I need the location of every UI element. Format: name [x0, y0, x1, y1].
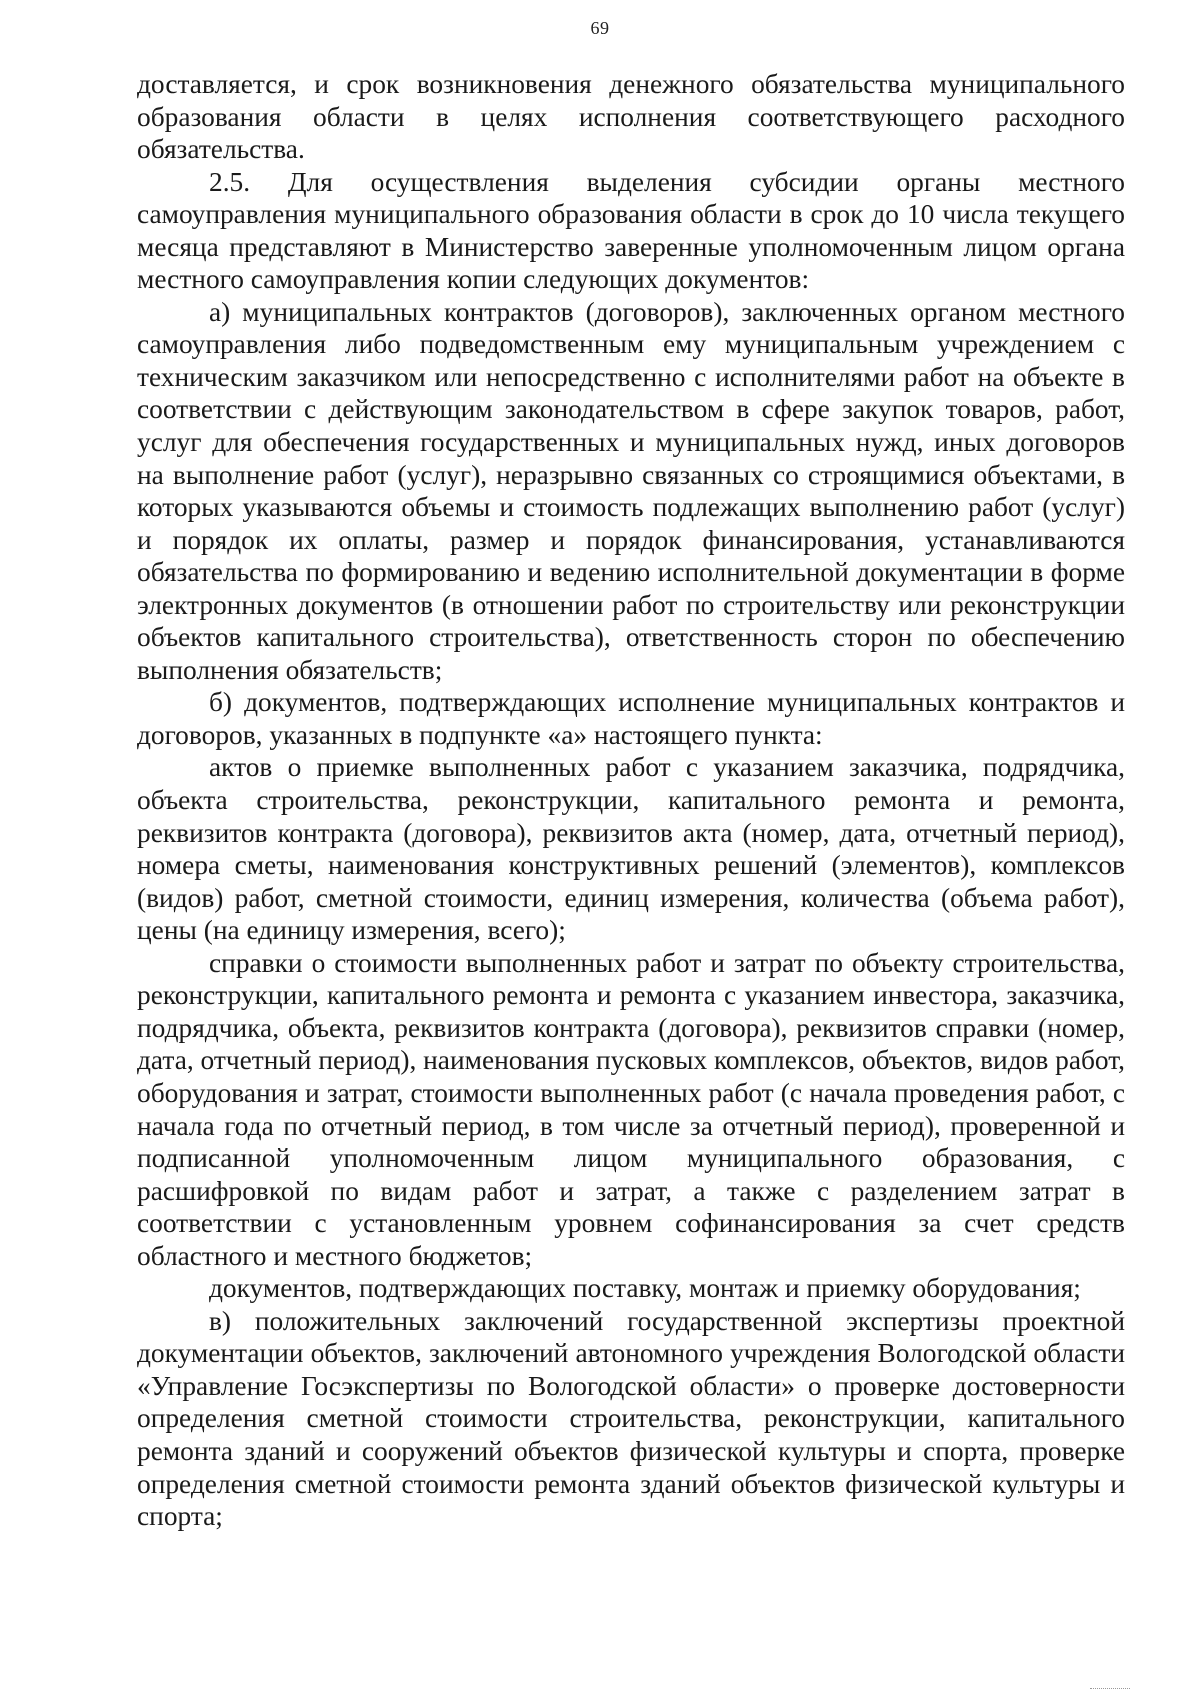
document-body [137, 68, 1125, 1533]
paragraph-certificates: справки о стоимости выполненных работ и затрат по объекту строительства, реконструкции, капитального ремонта и ремонта с указанием инвестора, заказчика, подрядчика, объекта, реквизитов контракта (договора), реквизитов справки (номер, дата, отчетный период), наименования пусковых комплексов, объектов, видов работ, оборудования и затрат, стоимости выполненных работ (с начала проведения работ, с начала года по отчетный период, в том числе за отчетный период), проверенной и подписанной уполномоченным лицом муниципального образования, с расшифровкой по видам работ и затрат, а также с разделением затрат в соответствии с установленным уровнем софинансирования за счет средств областного и местного бюджетов; [137, 947, 1125, 1271]
paragraph-item-a: а) муниципальных контрактов (договоров), заключенных органом местного самоуправления либо подведомственным ему муниципальным учреждением с техническим заказчиком или непосредственно с исполнителями работ на объекте в соответствии с действующим законодательством в сфере закупок товаров, работ, услуг для обеспечения государственных и муниципальных нужд, иных договоров на выполнение работ (услуг), неразрывно связанных со строящимися объектами, в которых указываются объемы и стоимость подлежащих выполнению работ (услуг) и порядок их оплаты, размер и порядок финансирования, устанавливаются обязательства по формированию и ведению исполнительной документации в форме электронных документов (в отношении работ по строительству или реконструкции объектов капитального строительства), ответственность сторон по обеспечению выполнения обязательств; [137, 296, 1125, 685]
paragraph-acts: актов о приемке выполненных работ с указанием заказчика, подрядчика, объекта строительства, реконструкции, капитального ремонта и ремонта, реквизитов контракта (договора), реквизитов акта (номер, дата, отчетный период), номера сметы, наименования конструктивных решений (элементов), комплексов (видов) работ, сметной стоимости, единиц измерения, количества (объема работ), цены (на единицу измерения, всего); [137, 752, 1125, 946]
paragraph-equipment-docs: документов, подтверждающих поставку, монтаж и приемку оборудования; [209, 1273, 1081, 1304]
page-number: 69 [590, 18, 610, 38]
paragraph-2-5: 2.5. Для осуществления выделения субсидии органы местного самоуправления муниципального образования области в срок до 10 числа текущего месяца представляют в Министерство заверенные уполномоченным лицом органа местного самоуправления копии следующих документов: [137, 166, 1125, 295]
paragraph-continuation: доставляется, и срок возникновения денежного обязательства муниципального образования области в целях исполнения соответствующего расходного обязательства. [137, 69, 1125, 165]
paragraph-item-b: б) документов, подтверждающих исполнение муниципальных контрактов и договоров, указанных в подпункте «а» настоящего пункта: [137, 687, 1125, 750]
paragraph-item-v: в) положительных заключений государственной экспертизы проектной документации объектов, заключений автономного учреждения Вологодской области «Управление Госэкспертизы по Вологодской области» о проверке достоверности определения сметной стоимости строительства, реконструкции, капитального ремонта зданий и сооружений объектов физической культуры и спорта, проверке определения сметной стоимости ремонта зданий объектов физической культуры и спорта; [137, 1305, 1125, 1532]
scan-mark [1090, 1688, 1130, 1693]
